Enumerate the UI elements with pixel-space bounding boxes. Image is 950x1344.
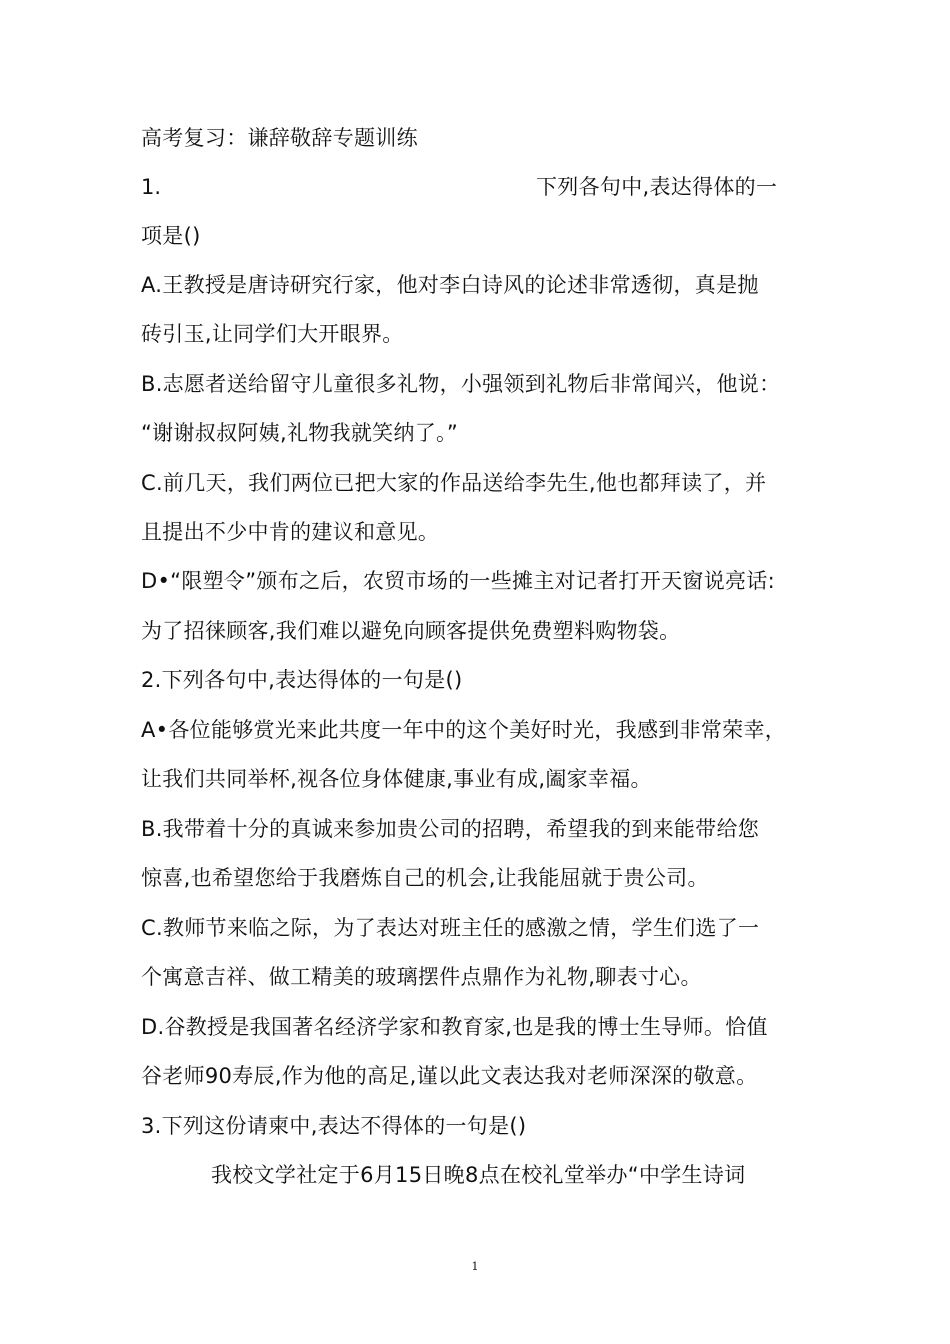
q2-option-a-line2: 让我们共同举杯,视各位身体健康,事业有成,阖家幸福。 [141,767,652,791]
q1-option-a-line1: A.王教授是唐诗研究行家，他对李白诗风的论述非常透彻，真是抛 [141,273,759,297]
q2-option-d-line1: D.谷教授是我国著名经济学家和教育家,也是我的博士生导师。恰值 [141,1015,768,1039]
question-3-stem: 3.下列这份请柬中,表达不得体的一句是() [141,1114,527,1138]
question-2-stem: 2.下列各句中,表达得体的一句是() [141,668,463,692]
document-title: 高考复习：谦辞敬辞专题训练 [141,126,418,150]
question-1-number: 1. [141,175,162,199]
question-1-stem-part1: 下列各句中,表达得体的一 [536,175,778,199]
q2-option-b-line2: 惊喜,也希望您给于我磨炼自己的机会,让我能屈就于贵公司。 [141,866,709,890]
q2-option-d-line2: 谷老师90寿辰,作为他的高足,谨以此文表达我对老师深深的敬意。 [141,1064,758,1088]
q1-option-d-line1: D•“限塑令”颁布之后，农贸市场的一些摊主对记者打开天窗说亮话: [141,569,775,593]
question-1-stem-part2: 项是() [141,224,201,248]
q1-option-b-line2: “谢谢叔叔阿姨,礼物我就笑纳了。” [141,421,459,445]
q1-option-c-line2: 且提出不少中肯的建议和意见。 [141,520,440,544]
q2-option-c-line2: 个寓意吉祥、做工精美的玻璃摆件点鼎作为礼物,聊表寸心。 [141,965,702,989]
q3-passage-line1: 我校文学社定于6月15日晚8点在校礼堂举办“中学生诗词 [211,1163,746,1187]
q2-option-a-line1: A•各位能够赏光来此共度一年中的这个美好时光，我感到非常荣幸， [141,718,787,742]
q1-option-d-line2: 为了招徕顾客,我们难以避免向顾客提供免费塑料购物袋。 [141,619,681,643]
q1-option-b-line1: B.志愿者送给留守儿童很多礼物，小强领到礼物后非常闻兴，他说： [141,372,781,396]
q2-option-b-line1: B.我带着十分的真诚来参加贵公司的招聘，希望我的到来能带给您 [141,817,760,841]
page-number: 1 [471,1260,479,1273]
q1-option-c-line1: C.前几天，我们两位已把大家的作品送给李先生,他也都拜读了，并 [141,471,767,495]
q1-option-a-line2: 砖引玉,让同学们大开眼界。 [141,322,404,346]
q2-option-c-line1: C.教师节来临之际，为了表达对班主任的感激之情，学生们选了一 [141,916,760,940]
